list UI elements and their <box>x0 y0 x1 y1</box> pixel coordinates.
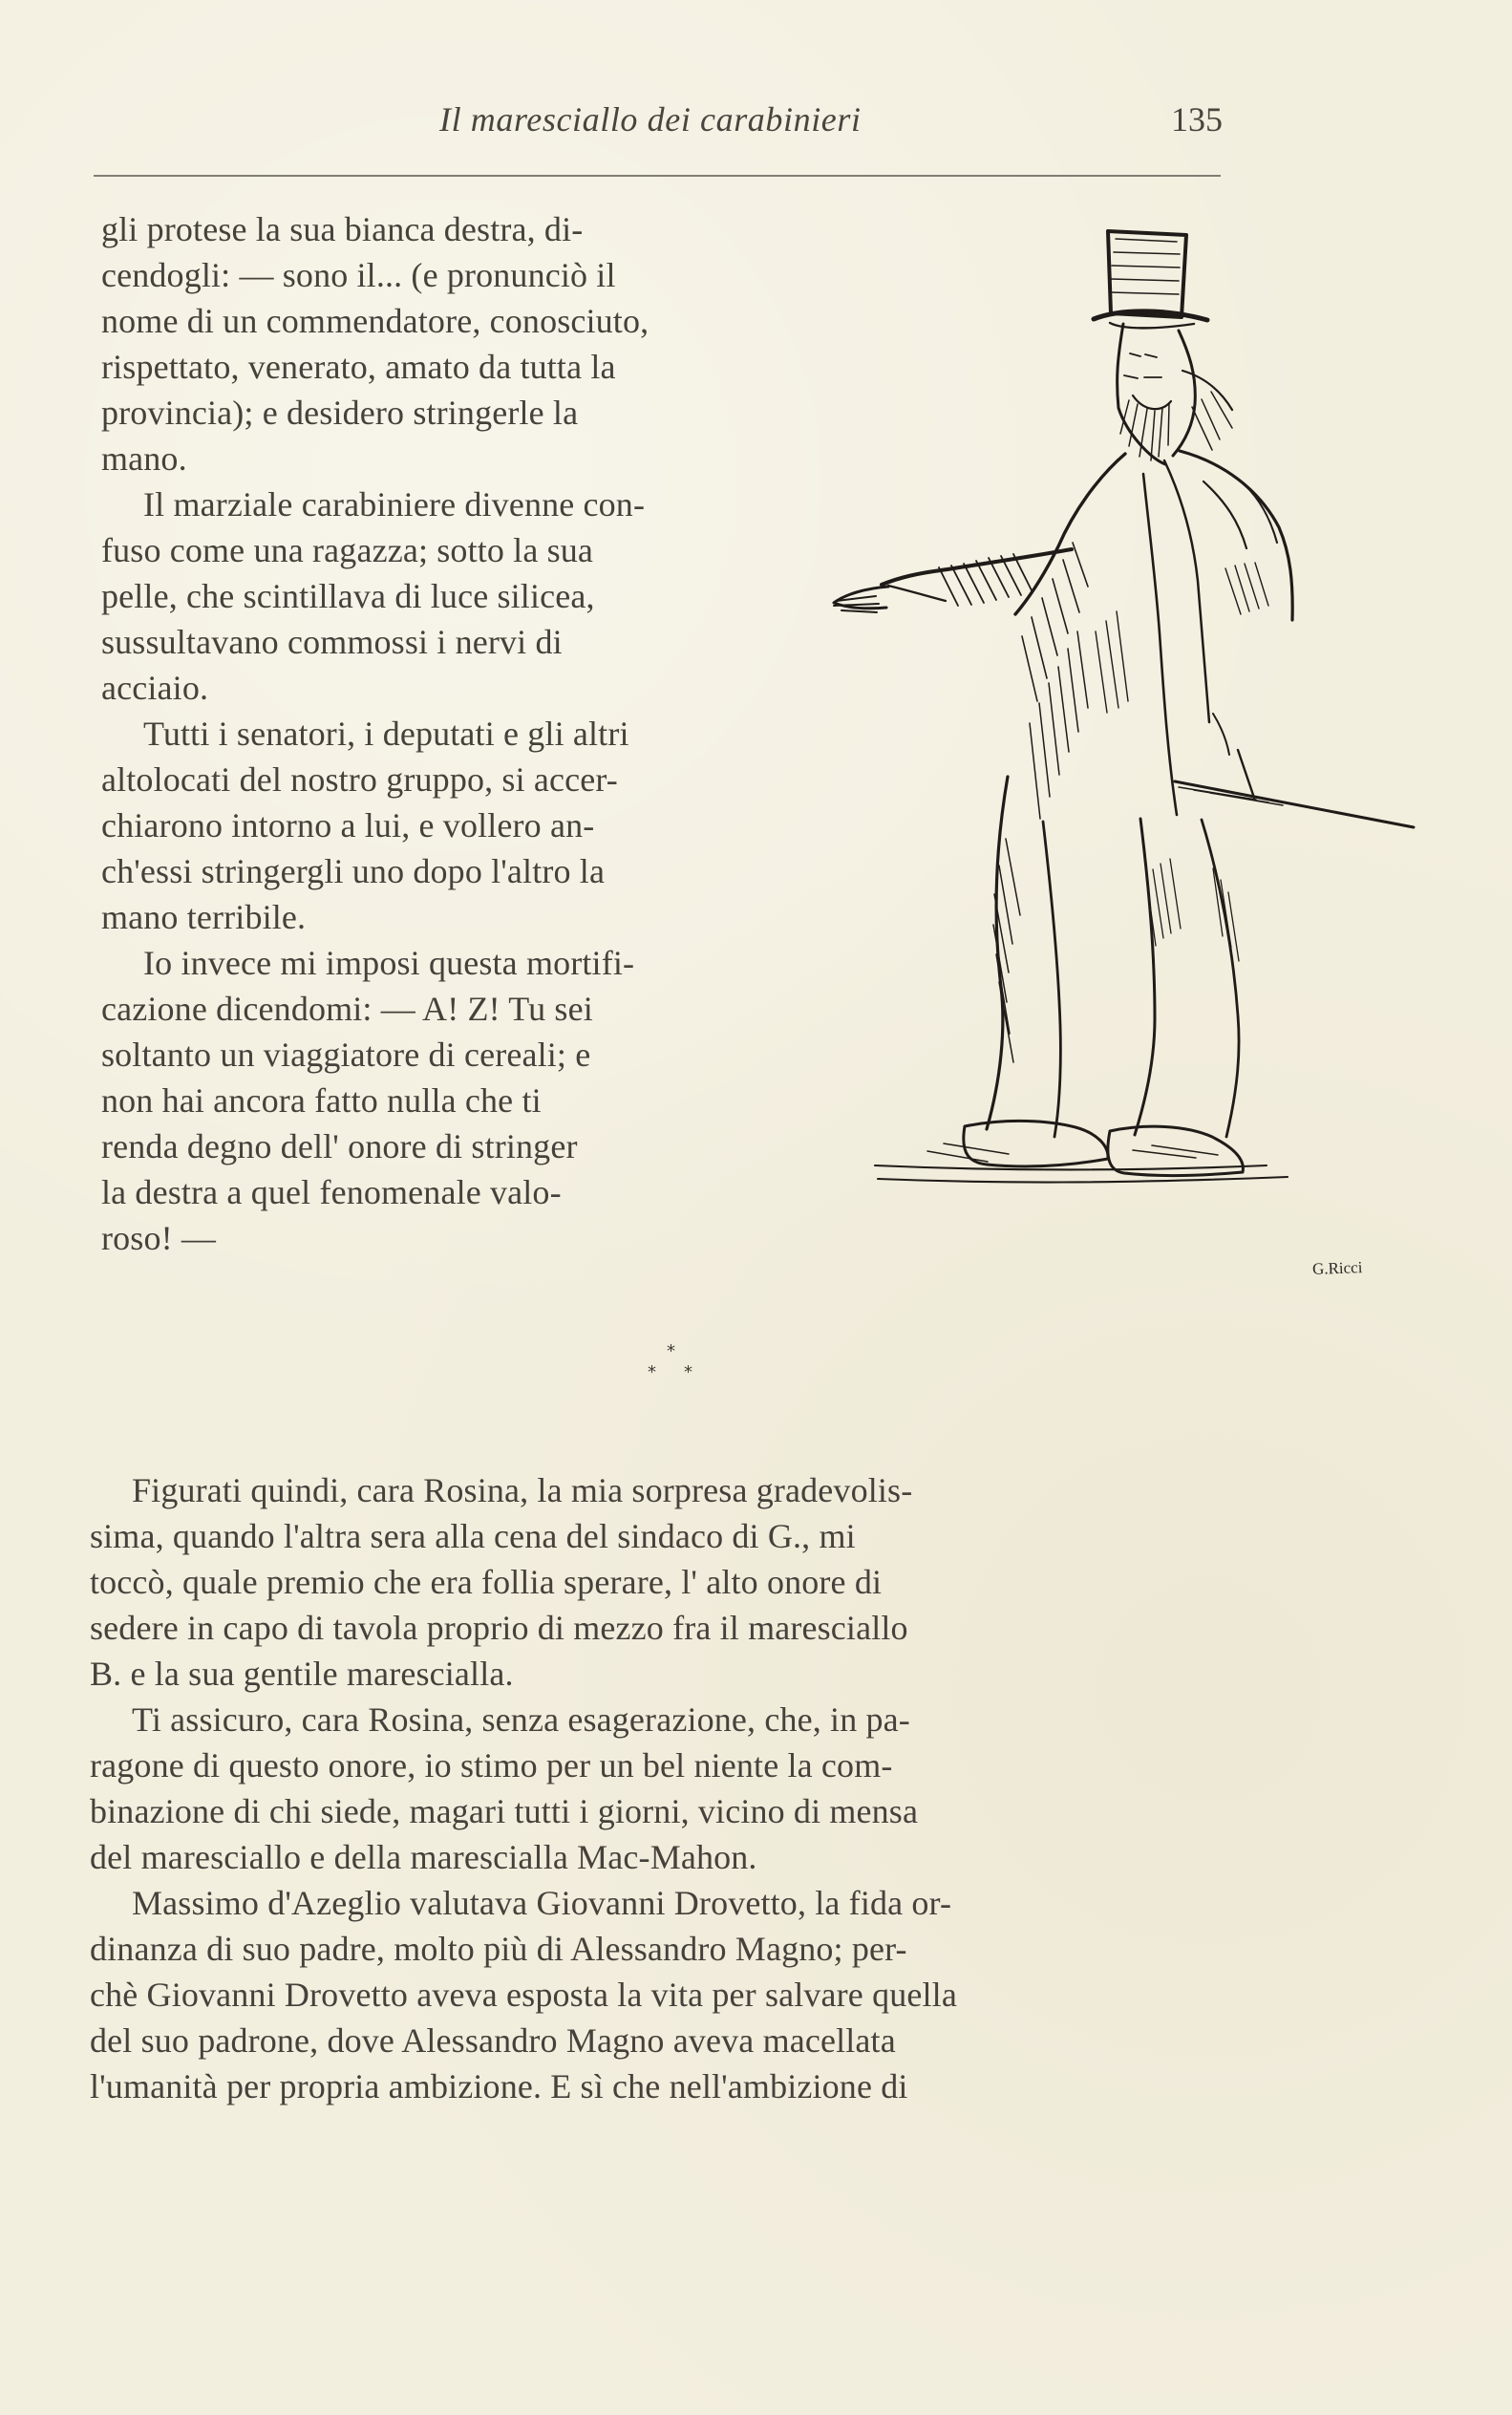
upper-text-line-20: non hai ancora fatto nulla che ti <box>101 1081 542 1120</box>
lower-text-line-6: Ti assicuro, cara Rosina, senza esagerazione, che, in pa- <box>132 1700 910 1739</box>
separator-star-top: * <box>667 1341 675 1361</box>
lower-text-line-12: chè Giovanni Drovetto aveva esposta la vita per salvare quella <box>90 1976 957 2014</box>
lower-text-column <box>90 1467 1222 2109</box>
header-rule <box>94 175 1221 177</box>
lower-text-line-14: l'umanità per propria ambizione. E sì che nell'ambizione di <box>90 2067 908 2105</box>
upper-text-line-5: provincia); e desidero stringerle la <box>101 394 579 432</box>
upper-text-line-11: acciaio. <box>101 669 209 707</box>
upper-text-line-13: altolocati del nostro gruppo, si accer- <box>101 760 618 799</box>
upper-text-line-3: nome di un commendatore, conosciuto, <box>101 302 650 340</box>
upper-text-line-17: Io invece mi imposi questa mortifi- <box>143 944 635 982</box>
running-head <box>96 99 1223 160</box>
upper-text-line-22: la destra a quel fenomenale valo- <box>101 1173 562 1211</box>
running-title: Il maresciallo dei carabinieri <box>439 100 862 139</box>
upper-text-line-1: gli protese la sua bianca destra, di- <box>101 210 584 248</box>
separator-star-left: * <box>648 1362 656 1382</box>
lower-text-line-9: del maresciallo e della marescialla Mac-Mahon. <box>90 1838 757 1876</box>
upper-text-line-4: rispettato, venerato, amato da tutta la <box>101 348 616 386</box>
lower-text-line-11: dinanza di suo padre, molto più di Alessandro Magno; per- <box>90 1930 907 1968</box>
lower-text-line-13: del suo padrone, dove Alessandro Magno aveva macellata <box>90 2021 896 2060</box>
upper-text-line-2: cendogli: — sono il... (e pronunciò il <box>101 256 616 294</box>
lower-text-line-7: ragone di questo onore, io stimo per un bel niente la com- <box>90 1746 893 1785</box>
upper-text-column <box>101 206 813 1261</box>
lower-text-line-10: Massimo d'Azeglio valutava Giovanni Drovetto, la fida or- <box>132 1884 952 1922</box>
upper-text-line-23: roso! — <box>101 1219 217 1257</box>
upper-text-line-15: ch'essi stringergli uno dopo l'altro la <box>101 852 606 890</box>
lower-text-line-2: sima, quando l'altra sera alla cena del sindaco di G., mi <box>90 1517 856 1555</box>
illustrator-signature: G.Ricci <box>1311 1258 1363 1278</box>
upper-text-line-9: pelle, che scintillava di luce silicea, <box>101 577 595 615</box>
upper-text-line-18: cazione dicendomi: — A! Z! Tu sei <box>101 990 593 1028</box>
lower-text-line-8: binazione di chi siede, magari tutti i giorni, vicino di mensa <box>90 1792 919 1830</box>
section-separator <box>648 1343 699 1389</box>
upper-text-line-19: soltanto un viaggiatore di cereali; e <box>101 1036 591 1074</box>
upper-text-line-10: sussultavano commossi i nervi di <box>101 623 563 661</box>
upper-text-line-7: Il marziale carabiniere divenne con- <box>143 485 646 524</box>
upper-text-line-8: fuso come una ragazza; sotto la sua <box>101 531 594 569</box>
lower-text-line-4: sedere in capo di tavola proprio di mezzo fra il maresciallo <box>90 1609 908 1647</box>
upper-text-line-6: mano. <box>101 439 187 478</box>
lower-text-line-3: toccò, quale premio che era follia sperare, l' alto onore di <box>90 1563 883 1601</box>
top-hat-gentleman-illustration <box>821 210 1442 1318</box>
separator-star-right: * <box>684 1362 692 1382</box>
upper-text-line-16: mano terribile. <box>101 898 307 936</box>
lower-text-line-5: B. e la sua gentile marescialla. <box>90 1655 514 1693</box>
page-number: 135 <box>1171 100 1223 139</box>
upper-text-line-12: Tutti i senatori, i deputati e gli altri <box>143 715 629 753</box>
upper-text-line-14: chiarono intorno a lui, e vollero an- <box>101 806 595 844</box>
lower-text-line-1: Figurati quindi, cara Rosina, la mia sorpresa gradevolis- <box>132 1471 913 1509</box>
upper-text-line-21: renda degno dell' onore di stringer <box>101 1127 578 1165</box>
